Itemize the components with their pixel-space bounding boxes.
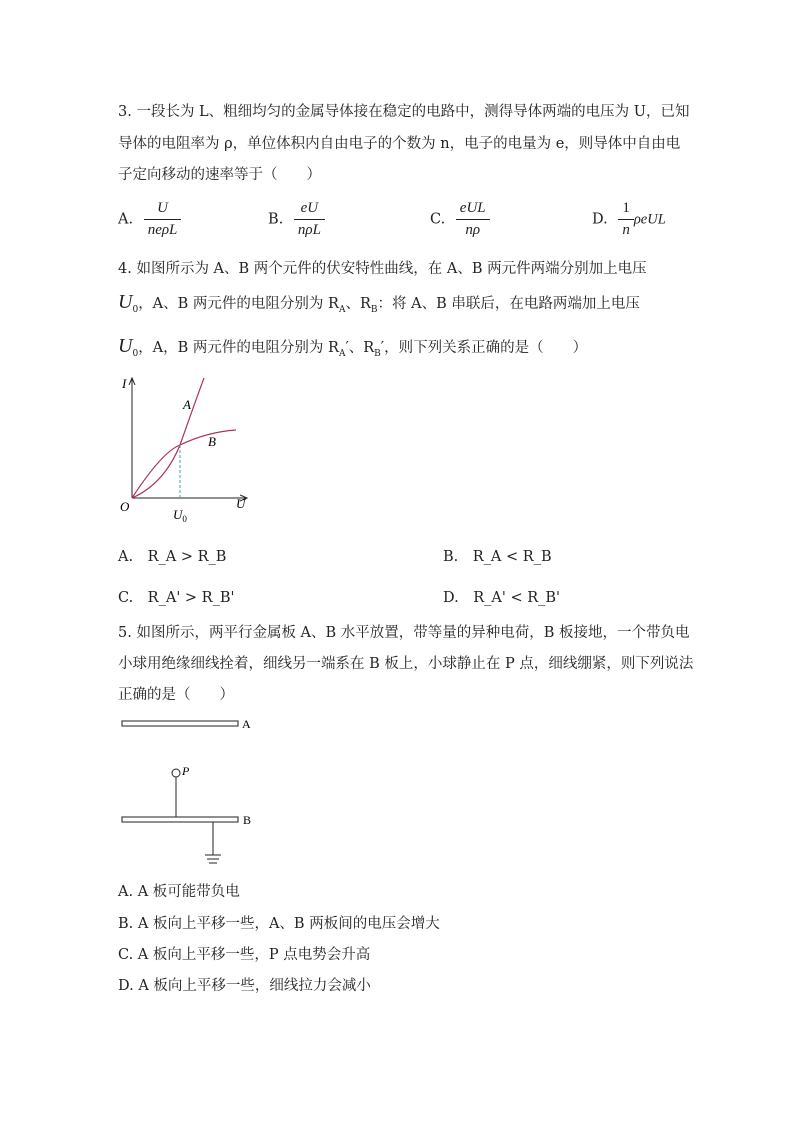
q3-option-d[interactable]: D. $\frac{1}{n}$ ρeUL <box>592 200 666 238</box>
plate-b <box>122 817 238 822</box>
q4-option-b[interactable]: B. R_A < R_B <box>443 549 552 565</box>
q5-stem-line3: 正确的是（ ） <box>118 687 234 703</box>
q3-option-c[interactable]: C. $\frac{\text{eUL}}{n\rho}$ <box>430 200 490 239</box>
plate-a-label: A <box>242 717 251 731</box>
q4-stem-line2: $U_0$，A、B 两元件的电阻分别为 $R_A$、$R_B$：将 A、B 串联后，在电路两端加上电压 <box>118 291 640 315</box>
curve-b <box>132 430 236 498</box>
q5-option-c[interactable]: C. A 板向上平移一些，P 点电势会升高 <box>118 947 371 963</box>
charged-ball <box>172 769 180 777</box>
q5-option-a[interactable]: A. A 板可能带负电 <box>118 884 240 900</box>
q3-option-a-fraction: $\frac{U}{\text{neρL}}$ <box>144 200 182 239</box>
q5-stem-line2: 小球用绝缘细线拴着，细线另一端系在 B 板上，小球静止在 P 点，细线绷紧，则下列说法 <box>118 656 694 672</box>
origin-label: O <box>120 499 130 514</box>
q3-option-d-fraction: $\frac{1}{n}$ <box>618 200 634 239</box>
i-axis-label: I <box>122 376 127 391</box>
capacitor-plates-figure <box>116 712 266 872</box>
u0-tick-label: $U_0$ <box>173 507 187 524</box>
q5-option-d[interactable]: D. A 板向上平移一些，细线拉力会减小 <box>118 978 371 994</box>
q4-option-c[interactable]: C. R_A' > R_B' <box>118 590 235 606</box>
plate-b-label: B <box>243 813 252 827</box>
q4-option-a[interactable]: A. R_A > R_B <box>118 549 227 565</box>
curve-a-label: A <box>183 397 191 412</box>
q4-stem-line1: 4. 如图所示为 A、B 两个元件的伏安特性曲线，在 A、B 两元件两端分别加上电压 <box>118 261 647 277</box>
q3-option-b[interactable]: B. $\frac{eU}{\text{nρL}}$ <box>268 200 325 239</box>
q3-option-a[interactable]: A. $\frac{U}{\text{neρL}}$ <box>118 200 181 239</box>
q4-stem-line3: $U_0$，A，B 两元件的电阻分别为 $R_A'$、$R_B'$，则下列关系正确的是（ ） <box>118 335 588 359</box>
q4-option-d[interactable]: D. R_A' < R_B' <box>443 590 561 606</box>
q3-stem-line1: 3. 一段长为 L、粗细均匀的金属导体接在稳定的电路中，测得导体两端的电压为 U，已知 <box>118 104 690 120</box>
q3-stem-line3: 子定向移动的速率等于（ ） <box>118 167 321 183</box>
q3-option-c-fraction: $\frac{\text{eUL}}{n\rho}$ <box>456 200 490 239</box>
curve-b-label: B <box>208 434 216 449</box>
u-axis-label: U <box>236 496 246 511</box>
plate-a <box>122 721 238 726</box>
iv-characteristic-graph <box>112 372 257 527</box>
q3-stem-line2: 导体的电阻率为 ρ，单位体积内自由电子的个数为 n，电子的电量为 e，则导体中自由电 <box>118 136 681 152</box>
point-p-label: P <box>182 764 190 778</box>
q5-option-b[interactable]: B. A 板向上平移一些，A、B 两板间的电压会增大 <box>118 916 440 932</box>
q3-option-b-fraction: $\frac{eU}{\text{nρL}}$ <box>294 200 325 239</box>
q5-stem-line1: 5. 如图所示，两平行金属板 A、B 水平放置，带等量的异种电荷，B 板接地，一个带负电 <box>118 625 690 641</box>
curve-a <box>132 378 204 498</box>
